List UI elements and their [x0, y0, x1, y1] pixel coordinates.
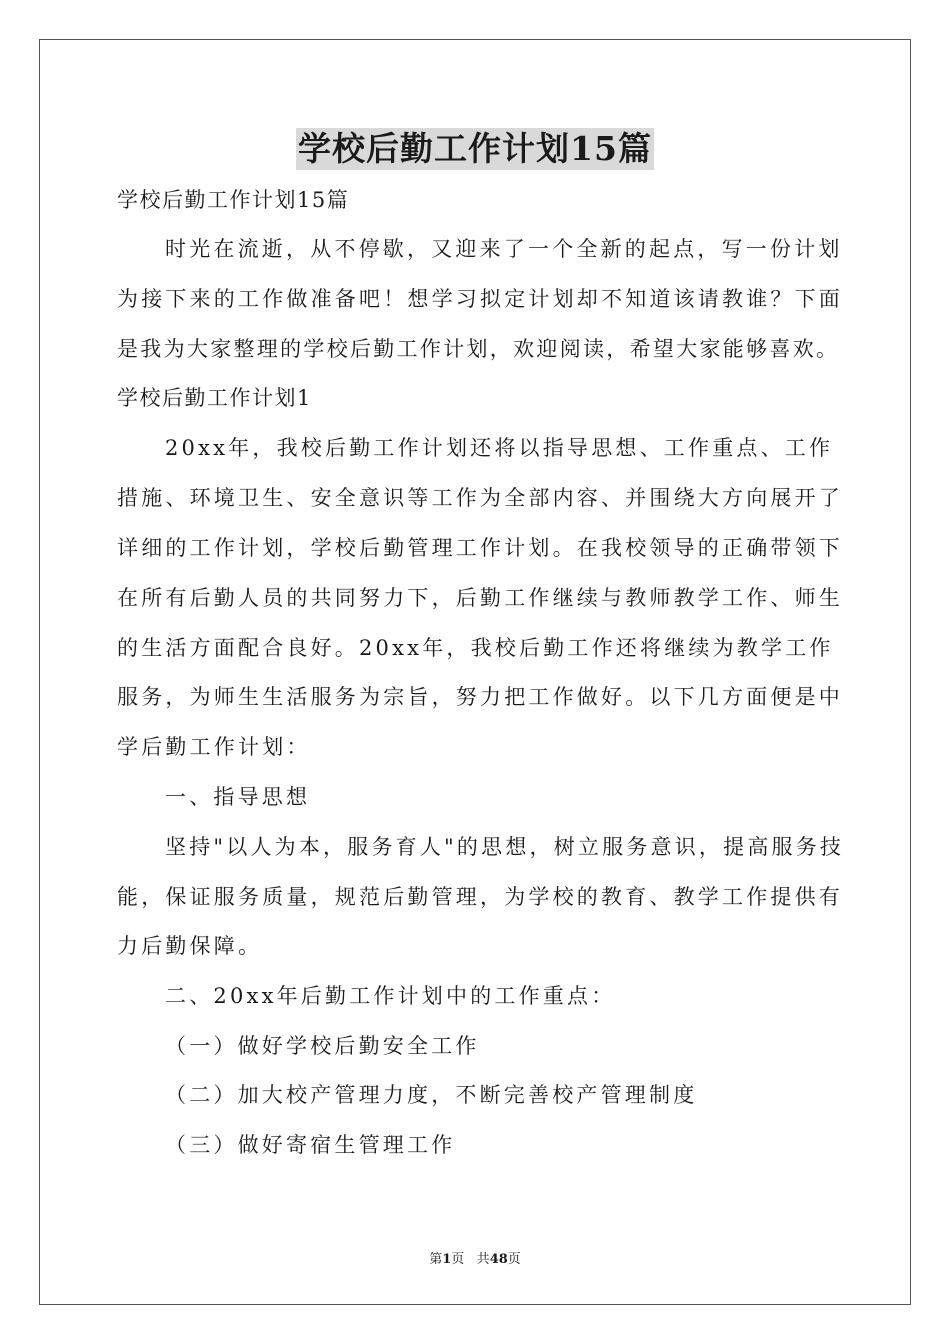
paragraph-line: 详细的工作计划，学校后勤管理工作计划。在我校领导的正确带领下 [117, 536, 843, 560]
paragraph-line: 在所有后勤人员的共同努力下，后勤工作继续与教师教学工作、师生 [117, 586, 843, 610]
list-item: （二）加大校产管理力度，不断完善校产管理制度 [165, 1083, 698, 1107]
footer-total-prefix: 共 [476, 1252, 490, 1267]
footer-total-suffix: 页 [507, 1252, 521, 1267]
list-item: （一）做好学校后勤安全工作 [165, 1034, 480, 1058]
footer-page-prefix: 第 [429, 1252, 443, 1267]
document-title: 学校后勤工作计划15篇 [298, 129, 652, 168]
paragraph-line: 为接下来的工作做准备吧！想学习拟定计划却不知道该请教谁？下面 [117, 287, 843, 311]
paragraph-line: 服务，为师生生活服务为宗旨，努力把工作做好。以下几方面便是中 [117, 685, 843, 709]
section-heading: 学校后勤工作计划1 [117, 386, 312, 410]
paragraph-line: 学后勤工作计划： [117, 735, 311, 759]
paragraph-line: 是我为大家整理的学校后勤工作计划，欢迎阅读，希望大家能够喜欢。 [117, 337, 840, 361]
subsection-heading: 二、20xx年后勤工作计划中的工作重点： [165, 984, 616, 1008]
paragraph-line: 坚持"以人为本，服务育人"的思想，树立服务意识，提高服务技 [165, 835, 845, 859]
title-wrap [0, 128, 950, 170]
footer-total-pages: 48 [489, 1252, 508, 1267]
page-footer [0, 1248, 950, 1267]
paragraph-line: 时光在流逝，从不停歇，又迎来了一个全新的起点，写一份计划 [165, 237, 843, 261]
paragraph-line: 力后勤保障。 [117, 934, 263, 958]
paragraph-line: 措施、环境卫生、安全意识等工作为全部内容、并围绕大方向展开了 [117, 486, 843, 510]
list-item: （三）做好寄宿生管理工作 [165, 1133, 456, 1157]
page-border [39, 39, 911, 1305]
paragraph-line: 20xx年，我校后勤工作计划还将以指导思想、工作重点、工作 [165, 436, 834, 460]
subsection-heading: 一、指导思想 [165, 785, 311, 809]
footer-page-number: 1 [442, 1252, 452, 1267]
footer-page-suffix: 页 [451, 1252, 465, 1267]
paragraph-line: 的生活方面配合良好。20xx年，我校后勤工作还将继续为教学工作 [117, 636, 834, 660]
paragraph-line: 能，保证服务质量，规范后勤管理，为学校的教育、教学工作提供有 [117, 885, 843, 909]
subtitle-line: 学校后勤工作计划15篇 [117, 188, 350, 212]
